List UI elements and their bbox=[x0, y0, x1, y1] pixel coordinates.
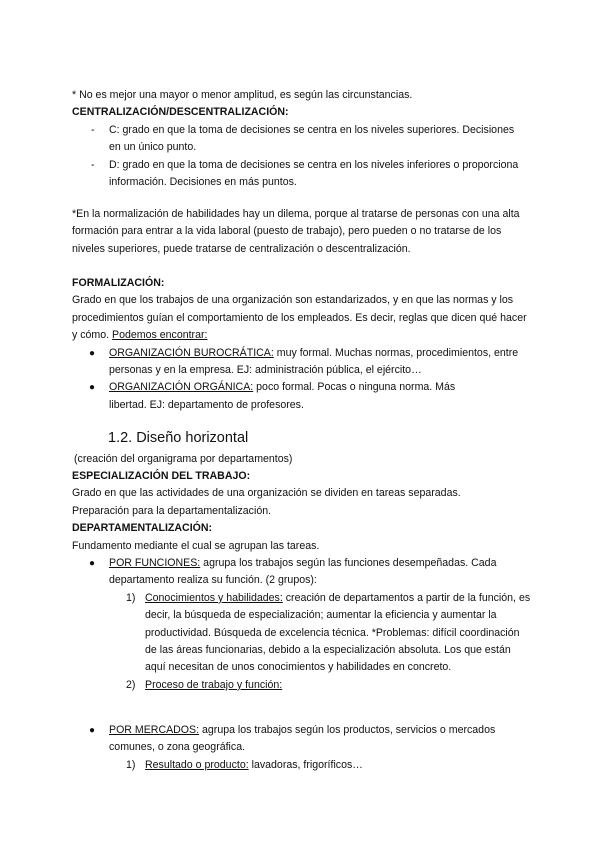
funciones-label: POR FUNCIONES: bbox=[109, 557, 201, 570]
departamentalizacion-text: Fundamento mediante el cual se agrupan las tareas. bbox=[72, 539, 320, 552]
list-item: 1) Resultado o producto: lavadoras, frigoríficos… bbox=[126, 758, 363, 771]
centralizacion-heading: CENTRALIZACIÓN/DESCENTRALIZACIÓN: bbox=[72, 106, 289, 119]
section-title: 1.2. Diseño horizontal bbox=[108, 430, 249, 446]
especializacion-heading: ESPECIALIZACIÓN DEL TRABAJO: bbox=[72, 470, 251, 482]
note-normalizacion-block bbox=[72, 206, 532, 258]
list-item: 2) Proceso de trabajo y función: bbox=[126, 678, 283, 691]
especializacion-section bbox=[72, 468, 532, 694]
section-subtitle: (creación del organigrama por departamentos) bbox=[74, 453, 293, 465]
mercados-label: POR MERCADOS: bbox=[109, 724, 200, 736]
departamentalizacion-heading: DEPARTAMENTALIZACIÓN: bbox=[72, 522, 213, 535]
list-item-mercados: ● POR MERCADOS: agrupa los trabajos según los productos, servicios o mercados comunes, o zona geográfica. bbox=[89, 724, 496, 754]
section-diseno-horizontal bbox=[72, 428, 532, 448]
list-item-funciones: ● POR FUNCIONES: agrupa los trabajos según las funciones desempeñadas. Cada departamento realiza su función. (2 grupos): bbox=[89, 557, 497, 587]
formalizacion-heading: FORMALIZACIÓN: bbox=[72, 277, 165, 289]
centralizacion-section bbox=[72, 87, 532, 191]
especializacion-line2: Preparación para la departamentalización. bbox=[72, 504, 272, 517]
podemos-encontrar: Podemos encontrar: bbox=[112, 329, 208, 342]
note-amplitud: * No es mejor una mayor o menor amplitud, es según las circunstancias. bbox=[72, 89, 413, 101]
bullet-icon: ● bbox=[89, 558, 96, 570]
note-normalizacion: *En la normalización de habilidades hay un dilema, porque al tratarse de personas con una alta formación para entrar a la vida laboral (puesto de trabajo), pero pueden o no tratarse de los niveles superiores, puede tratarse de centralización o descentralización. bbox=[72, 208, 520, 255]
resultado-label: Resultado o producto: bbox=[145, 758, 249, 771]
list-item-text: D: grado en que la toma de decisiones se centra en los niveles inferiores o proporciona información. Decisiones en más puntos. bbox=[109, 158, 519, 189]
proceso-label: Proceso de trabajo y función: bbox=[145, 678, 283, 691]
section-subtitle-block bbox=[74, 451, 534, 468]
conocimientos-label: Conocimientos y habilidades: bbox=[145, 591, 283, 604]
bullet-icon: ● bbox=[89, 725, 96, 736]
list-item: - D: grado en que la toma de decisiones se centra en los niveles inferiores o proporciona información. Decisiones en más puntos. bbox=[91, 158, 519, 189]
list-item-text: C: grado en que la toma de decisiones se centra en los niveles superiores. Decisiones en un único punto. bbox=[109, 123, 515, 154]
list-item: ● ORGANIZACIÓN ORGÁNICA: poco formal. Pocas o ninguna norma. Más libertad. EJ: departamento de profesores. bbox=[89, 381, 456, 411]
list-item: - C: grado en que la toma de decisiones se centra en los niveles superiores. Decisiones en un único punto. bbox=[91, 123, 515, 154]
formalizacion-text: Grado en que los trabajos de una organización son estandarizados, y en que las normas y los procedimientos guían el comportamiento de los empleados. Es decir, reglas que dicen qué hacer y cómo. Podemos encontrar: bbox=[72, 294, 527, 342]
especializacion-line1: Grado en que las actividades de una organización se dividen en tareas separadas. bbox=[72, 487, 461, 500]
list-item: ● ORGANIZACIÓN BUROCRÁTICA: muy formal. Muchas normas, procedimientos, entre personas y en la empresa. EJ: administración pública, el ejército… bbox=[89, 346, 519, 377]
burocratica-label: ORGANIZACIÓN BUROCRÁTICA: bbox=[109, 346, 274, 359]
list-item: 1) Conocimientos y habilidades: creación de departamentos a partir de la función, es decir, la búsqueda de especialización; aumentar la eficiencia y aumentar la productividad. Búsqueda de excelencia técnica. *Problemas: difícil coordinación de las áreas funcionarias, debido a la especialización absoluta. Los que están aquí necesitan de unos conocimientos y habilidades en concreto. bbox=[126, 591, 531, 674]
bullet-icon: ● bbox=[89, 382, 96, 394]
formalizacion-section bbox=[72, 275, 532, 414]
organica-label: ORGANIZACIÓN ORGÁNICA: bbox=[109, 381, 254, 394]
bullet-icon: ● bbox=[89, 347, 96, 359]
mercados-section bbox=[72, 722, 532, 774]
